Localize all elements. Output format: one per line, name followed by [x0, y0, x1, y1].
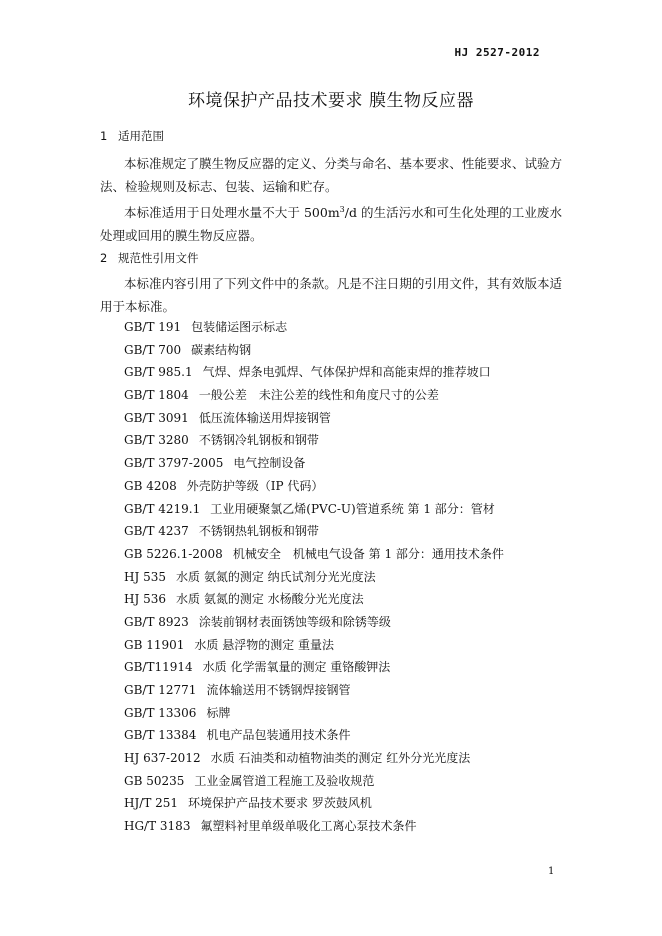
reference-code: GB/T 4219.1 — [124, 501, 201, 516]
reference-title: 包装储运图示标志 — [191, 320, 288, 334]
reference-code: GB/T 191 — [124, 320, 182, 334]
reference-code: GB/T 4237 — [124, 524, 189, 539]
reference-item — [124, 316, 504, 339]
reference-code: GB 50235 — [124, 773, 185, 788]
reference-code: HJ/T 251 — [124, 796, 179, 811]
section-2-number: 2 — [100, 251, 108, 265]
reference-item — [124, 634, 504, 657]
reference-title: 水质 石油类和动植物油类的测定 红外分光光度法 — [210, 751, 471, 766]
reference-item — [124, 770, 504, 793]
reference-title: 涂装前钢材表面锈蚀等级和除锈等级 — [198, 614, 391, 629]
reference-item — [124, 815, 504, 838]
reference-title: 低压流体输送用焊接钢管 — [198, 410, 331, 425]
reference-title: 机械安全 机械电气设备 第 1 部分：通用技术条件 — [232, 546, 504, 561]
section-2-heading — [100, 250, 199, 266]
section-1-number: 1 — [100, 129, 108, 143]
reference-item — [124, 747, 504, 770]
reference-title: 一般公差 未注公差的线性和角度尺寸的公差 — [198, 388, 439, 403]
reference-title: 水质 化学需氧量的测定 重铬酸钾法 — [202, 660, 391, 675]
reference-title: 外壳防护等级（IP 代码） — [186, 478, 324, 493]
section-1-title: 适用范围 — [118, 129, 164, 143]
reference-code: GB/T11914 — [124, 660, 193, 675]
reference-title: 电气控制设备 — [233, 456, 306, 471]
reference-item — [124, 339, 504, 362]
reference-item — [124, 724, 504, 747]
reference-title: 水质 氨氮的测定 水杨酸分光光度法 — [176, 592, 364, 607]
reference-item — [124, 452, 504, 475]
reference-item — [124, 611, 504, 634]
reference-code: GB/T 700 — [124, 342, 182, 357]
document-title: 环境保护产品技术要求 膜生物反应器 — [188, 91, 474, 111]
reference-title: 水质 悬浮物的测定 重量法 — [194, 637, 335, 652]
reference-item — [124, 384, 504, 407]
reference-title: 工业金属管道工程施工及验收规范 — [194, 773, 375, 788]
reference-list — [124, 316, 504, 838]
reference-title: 不锈钢热轧钢板和钢带 — [198, 524, 319, 539]
reference-title: 流体输送用不锈钢焊接钢管 — [206, 683, 351, 697]
reference-code: HJ 637-2012 — [124, 751, 201, 766]
reference-title: 气焊、焊条电弧焊、气体保护焊和高能束焊的推荐坡口 — [202, 365, 491, 380]
reference-title: 水质 氨氮的测定 纳氏试剂分光光度法 — [176, 569, 376, 584]
section-2-intro: 本标准内容引用了下列文件中的条款。凡是不注日期的引用文件，其有效版本适用于本标准。 — [100, 276, 562, 314]
reference-code: GB/T 3797-2005 — [124, 456, 224, 471]
section-2-title: 规范性引用文件 — [118, 251, 199, 265]
reference-code: GB/T 3091 — [124, 410, 189, 425]
reference-code: HG/T 3183 — [124, 819, 191, 834]
reference-code: HJ 535 — [124, 569, 166, 584]
reference-item — [124, 429, 504, 452]
section-1-paragraph-1: 本标准规定了膜生物反应器的定义、分类与命名、基本要求、性能要求、试验方法、检验规则及标志、包装、运输和贮存。 — [100, 156, 562, 194]
reference-code: GB 5226.1-2008 — [124, 546, 223, 561]
reference-code: GB/T 985.1 — [124, 365, 193, 380]
reference-title: 碳素结构钢 — [191, 342, 252, 357]
reference-title: 机电产品包装通用技术条件 — [206, 728, 351, 743]
section-1-paragraph-2 — [100, 198, 562, 247]
reference-item — [124, 407, 504, 430]
reference-code: GB/T 1804 — [124, 388, 189, 403]
reference-code: GB/T 12771 — [124, 683, 197, 697]
reference-code: GB/T 3280 — [124, 433, 189, 448]
reference-title: 标牌 — [206, 705, 231, 720]
reference-code: GB/T 13306 — [124, 705, 197, 720]
reference-title: 氟塑料衬里单级单吸化工离心泵技术条件 — [200, 819, 417, 834]
reference-code: GB/T 8923 — [124, 614, 189, 629]
reference-item — [124, 520, 504, 543]
reference-item — [124, 679, 504, 702]
reference-title: 不锈钢冷轧钢板和钢带 — [198, 433, 319, 448]
reference-code: GB 11901 — [124, 637, 185, 652]
section-1-heading — [100, 128, 164, 144]
reference-title: 环境保护产品技术要求 罗茨鼓风机 — [188, 796, 372, 811]
reference-item — [124, 498, 504, 521]
reference-title: 工业用硬聚氯乙烯(PVC-U)管道系统 第 1 部分：管材 — [210, 501, 495, 516]
reference-item — [124, 361, 504, 384]
reference-code: GB 4208 — [124, 478, 177, 493]
paragraph-text: /d 的生活污水和可生化处理的工业废水处理或回用的膜生物反应器。 — [100, 205, 563, 244]
reference-item — [124, 656, 504, 679]
standard-code-header: HJ 2527-2012 — [454, 46, 540, 59]
reference-item — [124, 543, 504, 566]
reference-item — [124, 792, 504, 815]
reference-item — [124, 588, 504, 611]
paragraph-text: 本标准适用于日处理水量不大于 500m — [124, 205, 340, 221]
reference-item — [124, 566, 504, 589]
reference-code: GB/T 13384 — [124, 728, 197, 743]
superscript: 3 — [339, 205, 345, 214]
reference-item — [124, 702, 504, 725]
page-number: 1 — [548, 866, 555, 877]
reference-code: HJ 536 — [124, 592, 166, 607]
reference-item — [124, 475, 504, 498]
